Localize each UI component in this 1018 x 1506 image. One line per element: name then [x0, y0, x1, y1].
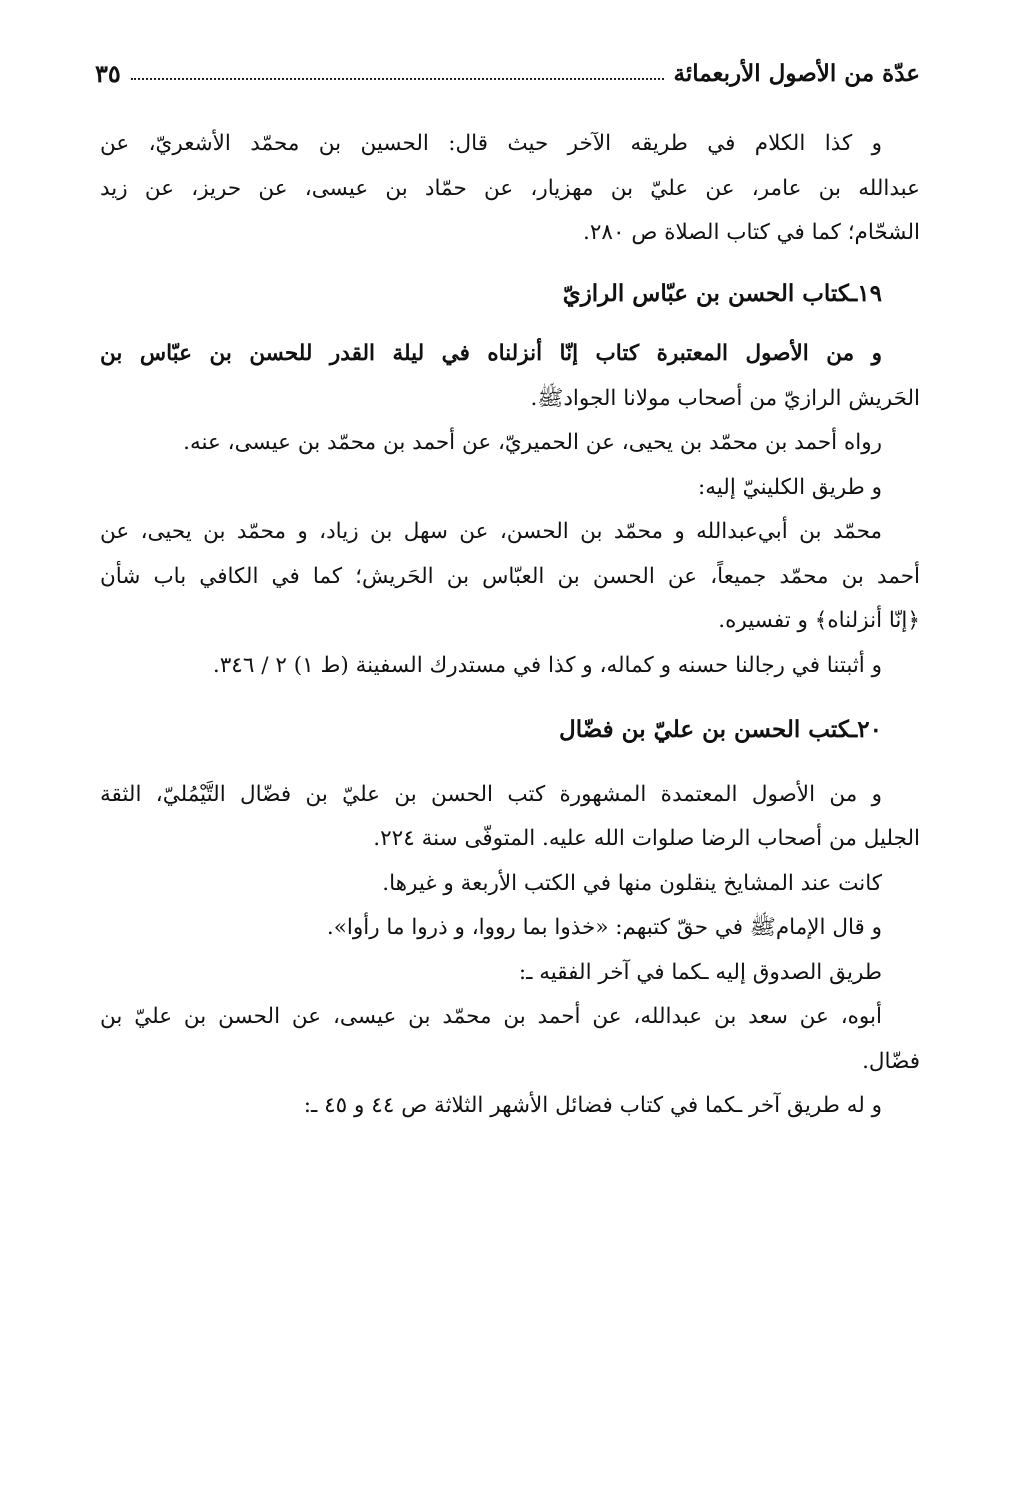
- paragraph-line: عبدالله بن عامر، عن عليّ بن مهزيار، عن حمّاد بن عيسى، عن حريز، عن زيد: [100, 175, 920, 201]
- page-number: ٣٥: [95, 58, 121, 88]
- paragraph-line: و طريق الكلينيّ إليه:: [698, 474, 882, 500]
- paragraph-line: الجليل من أصحاب الرضا صلوات الله عليه. المتوفّى سنة ٢٢٤.: [373, 826, 920, 851]
- paragraph-line: رواه أحمد بن محمّد بن يحيى، عن الحميريّ، عن أحمد بن محمّد بن عيسى، عنه.: [183, 430, 882, 455]
- paragraph-line: الشحّام؛ كما في كتاب الصلاة ص ٢٨٠.: [583, 220, 920, 245]
- paragraph-line: ﴿إنّا أنزلناه﴾ و تفسيره.: [718, 608, 920, 633]
- paragraph-line: و له طريق آخر ـكما في كتاب فضائل الأشهر الثلاثة ص ٤٤ و ٤٥ ـ:: [303, 1093, 882, 1118]
- running-header: [95, 48, 920, 98]
- paragraph-line: أبوه، عن سعد بن عبدالله، عن أحمد بن محمّد بن عيسى، عن الحسن بن عليّ بن: [100, 1004, 882, 1029]
- paragraph-line: و من الأصول المعتبرة كتاب إنّا أنزلناه في ليلة القدر للحسن بن عبّاس بن: [100, 341, 882, 366]
- paragraph-line: الحَريش الرازيّ من أصحاب مولانا الجوادﷺ.: [530, 385, 920, 411]
- page-body: [100, 122, 920, 1129]
- header-dot-leader: [131, 78, 664, 80]
- paragraph-line: محمّد بن أبي‌عبدالله و محمّد بن الحسن، عن سهل بن زياد، و محمّد بن يحيى، عن: [100, 519, 882, 544]
- paragraph-line: و أثبتنا في رجالنا حسنه و كماله، و كذا في مستدرك السفينة (ط ١) ٢ / ٣٤٦.: [212, 652, 882, 678]
- paragraph-line: كانت عند المشايخ ينقلون منها في الكتب الأربعة و غيرها.: [382, 870, 882, 896]
- paragraph-line: أحمد بن محمّد جميعاً، عن الحسن بن العبّاس بن الحَريش؛ كما في الكافي باب شأن: [100, 563, 920, 589]
- paragraph-line: و كذا الكلام في طريقه الآخر حيث قال: الحسين بن محمّد الأشعريّ، عن: [100, 131, 882, 156]
- paragraph-line: و من الأصول المعتمدة المشهورة كتب الحسن بن عليّ بن فضّال التَّيْمُليّ، الثقة: [100, 781, 882, 807]
- section-heading-20: ٢٠ـكتب الحسن بن عليّ بن فضّال: [559, 716, 882, 743]
- section-heading-19: ١٩ـكتاب الحسن بن عبّاس الرازيّ: [562, 279, 882, 307]
- header-title: عدّة من الأصول الأربعمائة: [673, 59, 920, 87]
- paragraph-line: فضّال.: [862, 1048, 920, 1074]
- paragraph-line: طريق الصدوق إليه ـكما في آخر الفقيه ـ:: [518, 959, 882, 985]
- paragraph-line: و قال الإمامﷺ في حقّ كتبهم: «خذوا بما رووا، و ذروا ما رأوا».: [326, 915, 882, 940]
